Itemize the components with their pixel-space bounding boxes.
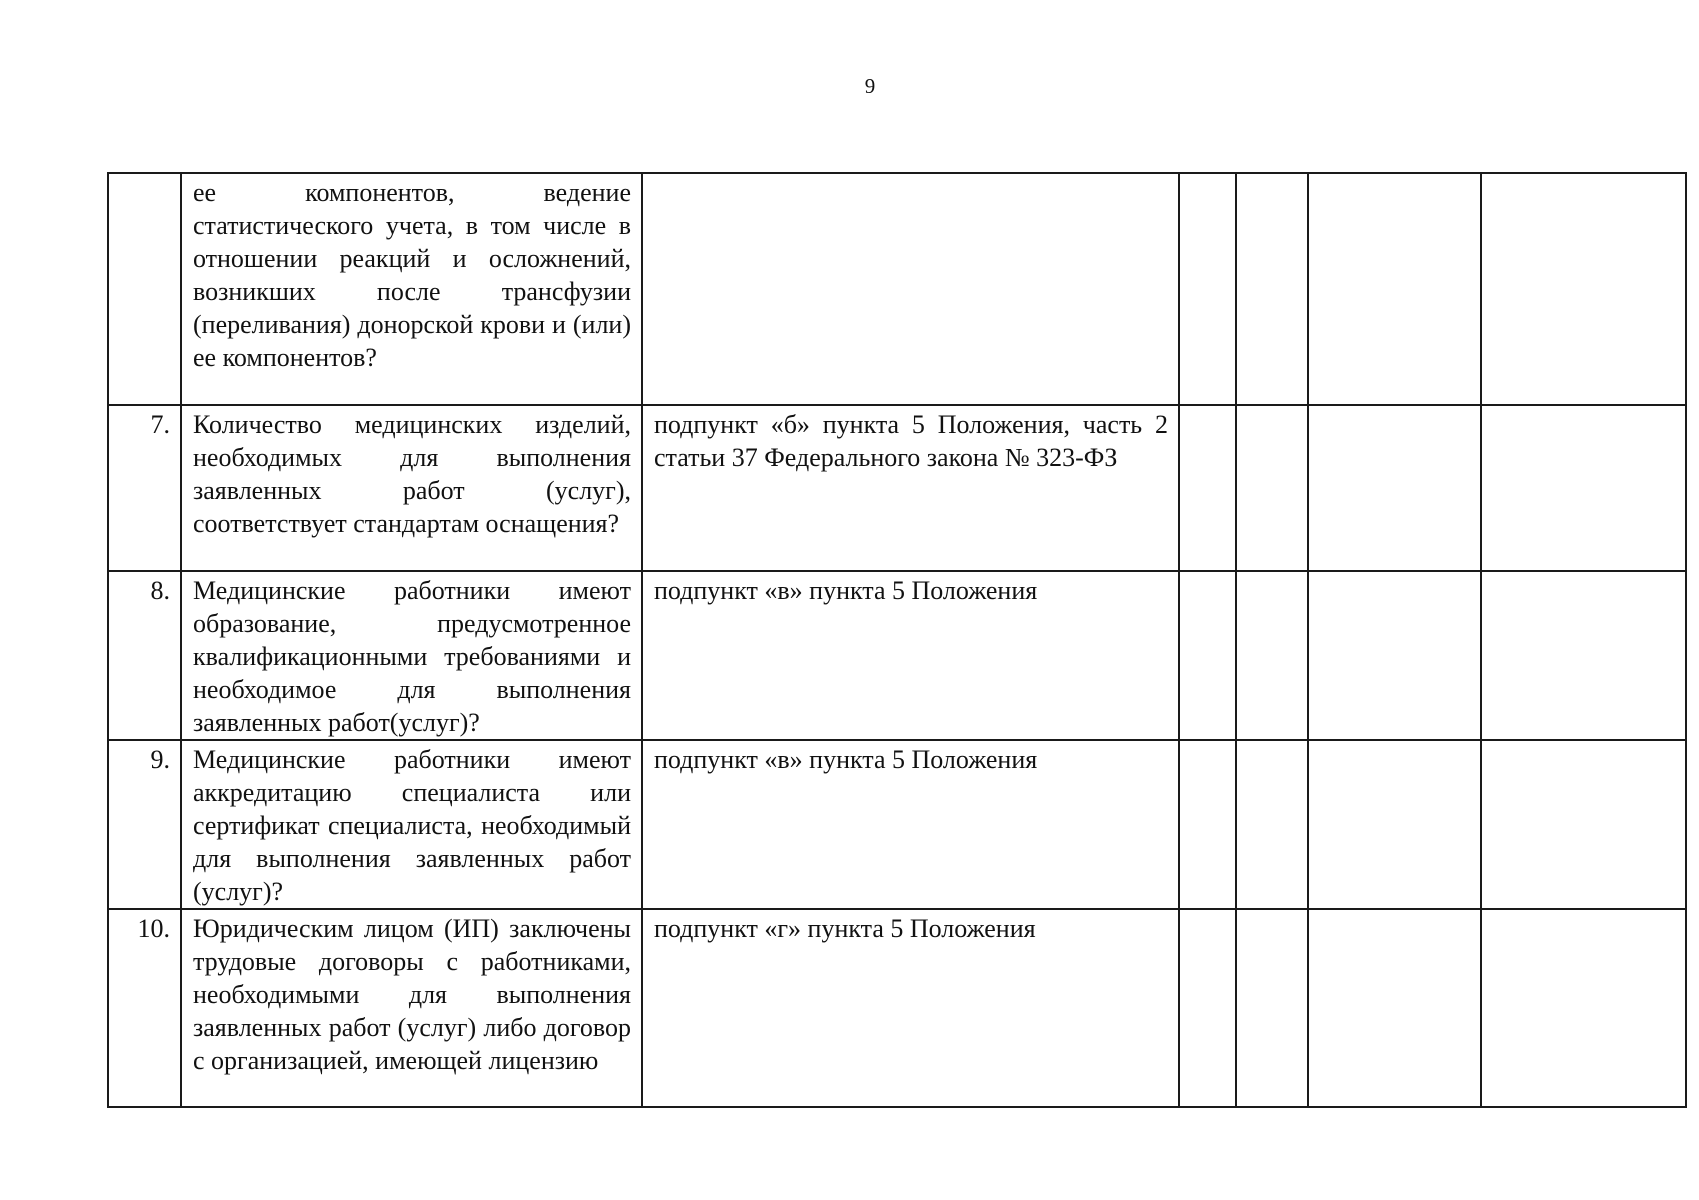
question-cell: Медицинские работники имеют образование, предусмотренное квалификационными требованиями и необходимое для выполнения заявленных работ(услуг)?	[181, 571, 642, 740]
blank-cell	[1179, 173, 1236, 405]
row-number: 8.	[108, 571, 181, 740]
row-number	[108, 173, 181, 405]
question-cell: Количество медицинских изделий, необходимых для выполнения заявленных работ (услуг), соответствует стандартам оснащения?	[181, 405, 642, 571]
table-row	[108, 571, 1686, 740]
blank-cell	[1179, 571, 1236, 740]
blank-cell	[1236, 405, 1308, 571]
table-row	[108, 740, 1686, 909]
reference-cell: подпункт «г» пункта 5 Положения	[642, 909, 1179, 1107]
blank-cell	[1236, 173, 1308, 405]
question-cell: ее компонентов, ведение статистического учета, в том числе в отношении реакций и осложнений, возникших после трансфузии (переливания) донорской крови и (или) ее компонентов?	[181, 173, 642, 405]
reference-cell: подпункт «б» пункта 5 Положения, часть 2 статьи 37 Федерального закона № 323-ФЗ	[642, 405, 1179, 571]
blank-cell	[1308, 571, 1481, 740]
table-row	[108, 405, 1686, 571]
blank-cell	[1308, 909, 1481, 1107]
blank-cell	[1308, 740, 1481, 909]
row-number: 9.	[108, 740, 181, 909]
blank-cell	[1236, 571, 1308, 740]
blank-cell	[1236, 909, 1308, 1107]
blank-cell	[1481, 740, 1686, 909]
blank-cell	[1179, 740, 1236, 909]
question-cell: Медицинские работники имеют аккредитацию специалиста или сертификат специалиста, необходимый для выполнения заявленных работ (услуг)?	[181, 740, 642, 909]
blank-cell	[1179, 909, 1236, 1107]
reference-cell	[642, 173, 1179, 405]
page-number: 9	[864, 74, 876, 98]
table-row	[108, 909, 1686, 1107]
blank-cell	[1481, 173, 1686, 405]
question-cell: Юридическим лицом (ИП) заключены трудовые договоры с работниками, необходимыми для выполнения заявленных работ (услуг) либо договор с организацией, имеющей лицензию	[181, 909, 642, 1107]
reference-cell: подпункт «в» пункта 5 Положения	[642, 571, 1179, 740]
checklist-table	[107, 172, 1687, 1108]
table-row	[108, 173, 1686, 405]
row-number: 7.	[108, 405, 181, 571]
row-number: 10.	[108, 909, 181, 1107]
blank-cell	[1481, 571, 1686, 740]
blank-cell	[1179, 405, 1236, 571]
blank-cell	[1308, 405, 1481, 571]
blank-cell	[1236, 740, 1308, 909]
blank-cell	[1481, 405, 1686, 571]
reference-cell: подпункт «в» пункта 5 Положения	[642, 740, 1179, 909]
blank-cell	[1481, 909, 1686, 1107]
blank-cell	[1308, 173, 1481, 405]
